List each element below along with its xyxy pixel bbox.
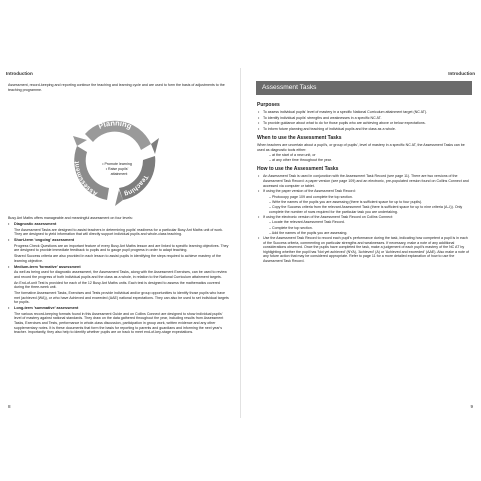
- diagnostic-heading: • Diagnostic assessment: [8, 222, 57, 227]
- how-subitem: – Copy the Success criteria from the relevant Assessment Task (there is sufficient space for up to nine criteria (A–I)). Only complete the number of rows required for the particular task you are undertaking.: [269, 205, 463, 214]
- center-line-3: attainment: [110, 172, 128, 176]
- diagnostic-text: The Assessment Tasks are designed to assist teachers in determining pupils' readiness for a particular Busy Ant Maths unit of work. They are designed to yield information that will directly support individual pupils and whole-class teaching.: [14, 227, 223, 237]
- intro-paragraph: Assessment, record-keeping and reporting continue the teaching and learning cycle and are used to form the basis of adjustments to the teaching programme.: [8, 83, 225, 92]
- assessment-levels: [8, 216, 230, 336]
- purpose-item: • To identify individual pupils' strengths and weaknesses in a specific NC AT.: [257, 116, 471, 121]
- page-number-left: 8: [8, 404, 11, 409]
- medium-term-text-2: An End-of-unit Test is provided for each of the 12 Busy Ant Maths units. Each test is designed to assess the mathematics covered during the three-week unit.: [14, 280, 220, 290]
- when-text: When teachers are uncertain about a pupil's, or group of pupils', level of mastery in a specific NC AT, the Assessment Tasks can be used as diagnostic tools either:: [257, 143, 465, 152]
- medium-term-heading: • Medium-term 'formative' assessment: [8, 264, 81, 269]
- how-bullet-3: • If using the electronic version of the Assessment Task Record on Collins Connect:: [257, 215, 471, 220]
- assessment-label: Assessment: [73, 161, 99, 198]
- how-subitem: – Locate the relevant Assessment Task Record.: [269, 220, 345, 225]
- when-item: – at any other time throughout the year.: [269, 157, 332, 162]
- center-line-1: • Promote learning: [102, 162, 132, 166]
- how-subitem: – Add the names of the pupils you are assessing.: [269, 230, 348, 235]
- how-heading: How to use the Assessment Tasks: [257, 166, 339, 173]
- long-term-heading: • Long-term 'summative' assessment: [8, 306, 79, 311]
- banner-title: Assessment Tasks: [262, 84, 317, 91]
- when-item: – at the start of a new unit, or: [269, 152, 316, 157]
- levels-intro: Busy Ant Maths offers manageable and meaningful assessment on four levels:: [8, 216, 133, 220]
- page-number-right: 9: [470, 404, 473, 409]
- short-term-text-2: Shared Success criteria are also provided in each lesson to assist pupils in identifying the steps required to achieve mastery of the learning objective.: [14, 254, 221, 263]
- running-head-left: Introduction: [6, 71, 33, 76]
- short-term-text-1: Progress Check Questions are an important feature of every Busy Ant Maths lesson and are linked to specific learning objectives. They are designed to provide immediate feedback to pupils and to gauge pupil progress in order to adapt teaching.: [14, 243, 229, 253]
- planning-label: Planning: [96, 118, 134, 131]
- running-head-right: Introduction: [448, 71, 475, 76]
- purpose-item: • To provide guidance about what to do for those pupils who are achieving above or below expectations.: [257, 121, 471, 126]
- medium-term-text-3: The formative Assessment Tasks, Exercises and Tests provide individual and/or group opportunities to identify those pupils who have met (achieved (WA)), or who have Achieved and exceeded (AAE) national expectations. They can also be used to set individual targets for pupils.: [14, 291, 229, 305]
- short-term-heading: • Short-term 'ongoing' assessment: [8, 238, 75, 243]
- arrow-head-icon: [151, 138, 159, 154]
- how-bullet-4: • Use the Assessment Task Record to record each pupil's performance during the task, indicating how competent a pupil is in each of the Success criteria, commenting on particular strengths and weaknesses. If necessary, make a note of any additional considerations observed. Once the pupils have completed the task, make a judgement of each pupil's mastery of the NC AT by highlighting whether the pupil has 'Not yet achieved' (NYA), 'Achieved' (A) or 'Achieved and exceeded' (AAE). Also make a note of any future action that may be considered appropriate. Refer to page 11 for a more detailed explanation of how to use the Assessment Task Record.: [257, 236, 471, 264]
- long-term-text: The various record-keeping formats found in this Assessment Guide and on Collins Connect are designed to show individual pupils' level of mastery against national standards. They draw on the data gathered throughout the year, including results from Assessment Tasks, Exercises and Tests, performance in whole-class discussion, participation in group work, written evidence and any other supplementary notes. It is these documents that form the basis for reporting to parents and guardians and informing the next year's teacher. Importantly, they also help to identify whether pupils are on track to meet end-of-key-stage expectations.: [14, 311, 224, 335]
- how-subitem: – Photocopy page 109 and complete the top section.: [269, 194, 353, 199]
- how-bullet-2: • If using the paper version of the Assessment Task Record:: [257, 189, 471, 194]
- purpose-item: • To inform future planning and teaching of individual pupils and the class as a whole.: [257, 127, 471, 132]
- when-heading: When to use the Assessment Tasks: [257, 135, 342, 142]
- right-column: [257, 102, 471, 265]
- section-banner: [256, 81, 472, 95]
- how-subitem: – Write the names of the pupils you are assessing (there is sufficient space for up to four pupils).: [269, 199, 423, 204]
- left-page: [0, 0, 240, 481]
- assessment-cycle-diagram: [55, 108, 175, 210]
- teaching-label: Teaching: [123, 173, 150, 198]
- purposes-heading: Purposes: [257, 102, 280, 108]
- how-subitem: – Complete the top section.: [269, 225, 313, 230]
- center-line-2: • Raise pupils': [105, 167, 129, 171]
- purpose-item: • To assess individual pupils' level of mastery in a specific National Curriculum attainment target (NC AT).: [257, 110, 471, 115]
- medium-term-text-1: As well as being used for diagnostic assessment, the Assessment Tasks, along with the Assessment Exercises, can be used to review and record the progress of both individual pupils and the class as a whole, in relation to the National Curriculum attainment targets.: [14, 270, 227, 279]
- how-bullet-1: • An Assessment Task is used in conjunction with the Assessment Task Record (see page 11). There are two versions of the Assessment Task Record: a paper version (see page 109) and an electronic, pre-populated version found on Collins Connect and accessed via computer or tablet.: [257, 174, 471, 188]
- arrow-head-icon: [73, 136, 87, 146]
